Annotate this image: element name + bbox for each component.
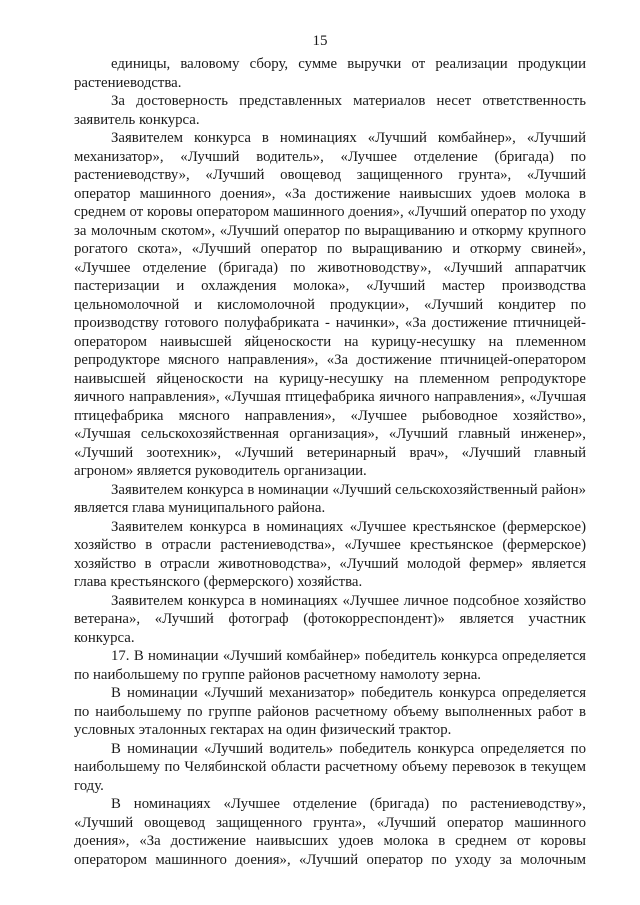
paragraph-applicant-organization: Заявителем конкурса в номинациях «Лучший комбайнер», «Лучший механизатор», «Лучший водитель», «Лучшее отделение (бригада) по растениеводству», «Лучший овощевод защищенного грунта», «Лучший оператор машинного доения», «За достижение наивысших удоев молока в среднем от коровы оператором машинного доения», «Лучший оператор по уходу за молочным скотом», «Лучший оператор по выращиванию и откорму крупного рогатого скота», «Лучший оператор по выращиванию и откорму свиней», «Лучшее отделение (бригада) по животноводству», «Лучший аппаратчик пастеризации и охлаждения молока», «Лучший мастер производства цельномолочной и кисломолочной продукции», «Лучший кондитер по производству готового полуфабриката - начинки», «За достижение птичницей-оператором наивысшей яйценоскости на курицу-несушку на племенном репродукторе мясного направления», «За достижение птичницей-оператором наивысшей яйценоскости на курицу-несушку на племенном репродукторе яичного направления», «Лучшая птицефабрика яичного направления», «Лучшая птицефабрика мясного направления», «Лучшее рыбоводное хозяйство», «Лучшая сельскохозяйственная организация», «Лучший главный инженер», «Лучший зоотехник», «Лучший ветеринарный врач», «Лучший главный агроном» является руководитель организации. xyxy=(74,130,586,479)
page-number: 15 xyxy=(312,33,328,49)
paragraph-nominations-list: В номинациях «Лучшее отделение (бригада) по растениеводству», «Лучший овощевод защищенного грунта», «Лучший оператор машинного доения», «За достижение наивысших удоев молока в среднем от коровы оператором машинного доения», «Лучший оператор по уходу за молочным xyxy=(74,796,586,868)
paragraph-mechanic: В номинации «Лучший механизатор» победитель конкурса определяется по наибольшему по группе районов расчетному объему выполненных работ в условных эталонных гектарах на один физический трактор. xyxy=(74,685,586,738)
paragraph-applicant-participant: Заявителем конкурса в номинациях «Лучшее личное подсобное хозяйство ветерана», «Лучший фотограф (фотокорреспондент)» является участник конкурса. xyxy=(74,592,586,646)
paragraph-item-17: 17. В номинации «Лучший комбайнер» победитель конкурса определяется по наибольшему по группе районов расчетному намолоту зерна. xyxy=(74,648,586,683)
paragraph-continuation: единицы, валовому сбору, сумме выручки от реализации продукции растениеводства. xyxy=(74,56,586,91)
paragraph-applicant-farm: Заявителем конкурса в номинациях «Лучшее крестьянское (фермерское) хозяйство в отрасли растениеводства», «Лучшее крестьянское (фермерское) хозяйство в отрасли животноводства», «Лучший молодой фермер» является глава крестьянского (фермерского) хозяйства. xyxy=(74,518,586,590)
body-text xyxy=(74,55,586,869)
paragraph-applicant-district: Заявителем конкурса в номинации «Лучший сельскохозяйственный район» является глава муниципального района. xyxy=(74,481,586,516)
paragraph-driver: В номинации «Лучший водитель» победитель конкурса определяется по наибольшему по Челябинской области расчетному объему перевозок в текущем году. xyxy=(74,740,586,794)
paragraph-responsibility: За достоверность представленных материалов несет ответственность заявитель конкурса. xyxy=(74,93,586,128)
